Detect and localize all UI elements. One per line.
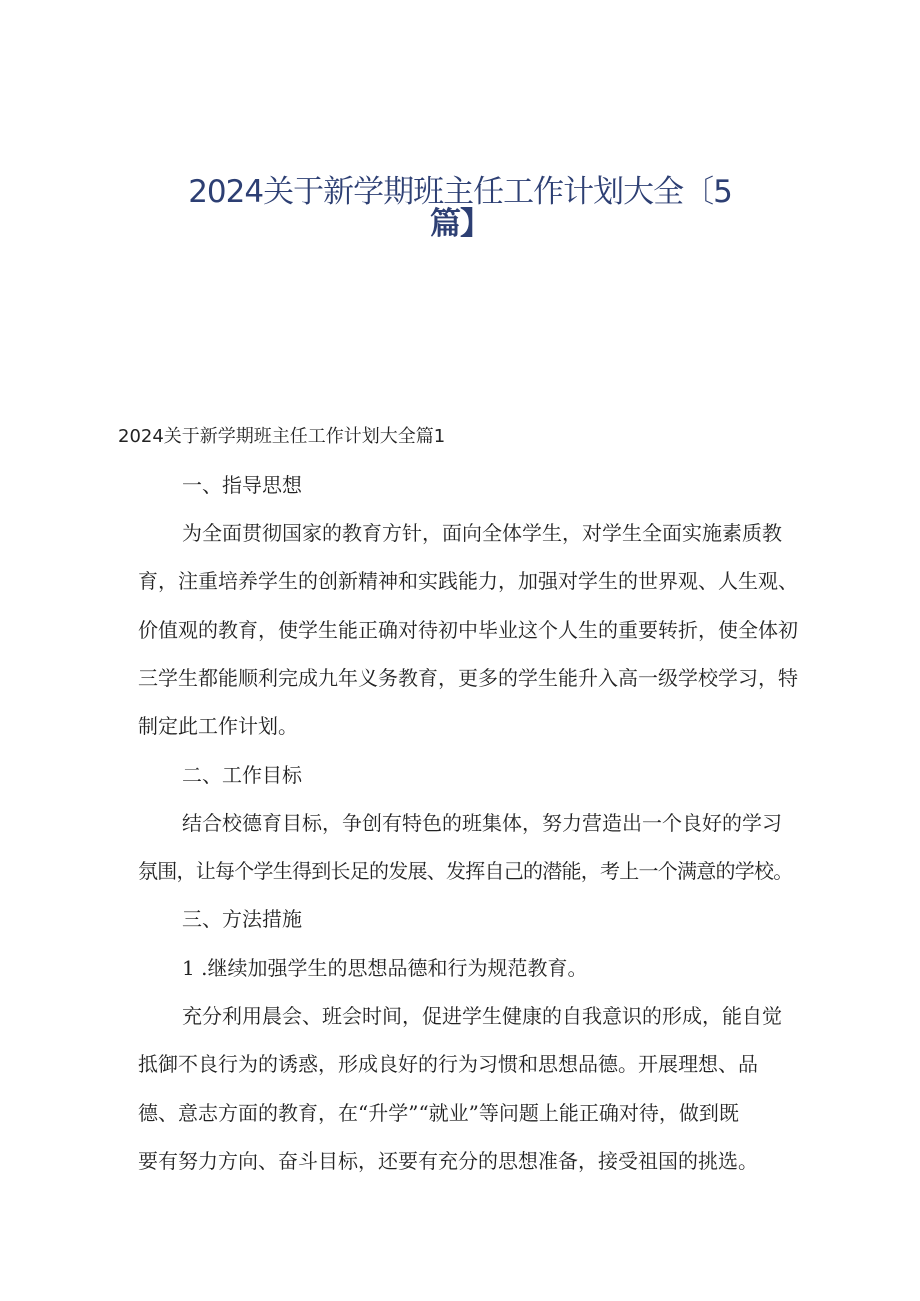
section-title: 2024关于新学期班主任工作计划大全篇1 [118,426,446,447]
paragraph-3-line-1: 充分利用晨会、班会时间，促进学生健康的自我意识的形成，能自觉 [182,1004,782,1028]
paragraph-1-line-5: 制定此工作计划。 [138,714,298,738]
paragraph-1-line-2: 育，注重培养学生的创新精神和实践能力，加强对学生的世界观、人生观、 [138,569,798,593]
paragraph-2-line-1: 结合校德育目标，争创有特色的班集体，努力营造出一个良好的学习 [182,811,782,835]
paragraph-1-line-3: 价值观的教育，使学生能正确对待初中毕业这个人生的重要转折，使全体初 [138,618,798,642]
paragraph-3-line-2: 抵御不良行为的诱惑，形成良好的行为习惯和思想品德。开展理想、品 [138,1052,758,1076]
document-title-line-2: 篇】 [430,206,490,242]
heading-methods: 三、方法措施 [182,907,302,931]
heading-work-goals: 二、工作目标 [182,763,302,787]
paragraph-2-line-2: 氛围，让每个学生得到长足的发展、发挥自己的潜能，考上一个满意的学校。 [138,859,793,883]
paragraph-3-line-4: 要有努力方向、奋斗目标，还要有充分的思想准备，接受祖国的挑选。 [138,1149,758,1173]
paragraph-1-line-4: 三学生都能顺利完成九年义务教育，更多的学生能升入高一级学校学习，特 [138,666,798,690]
paragraph-1-line-1: 为全面贯彻国家的教育方针，面向全体学生，对学生全面实施素质教 [182,521,782,545]
document-title-line-1: 2024关于新学期班主任工作计划大全〔5 [188,174,732,210]
paragraph-3-line-3: 德、意志方面的教育，在“升学”“就业”等问题上能正确对待，做到既 [138,1101,739,1125]
list-item-1: 1 .继续加强学生的思想品德和行为规范教育。 [182,956,588,980]
heading-guiding-thought: 一、指导思想 [182,473,302,497]
